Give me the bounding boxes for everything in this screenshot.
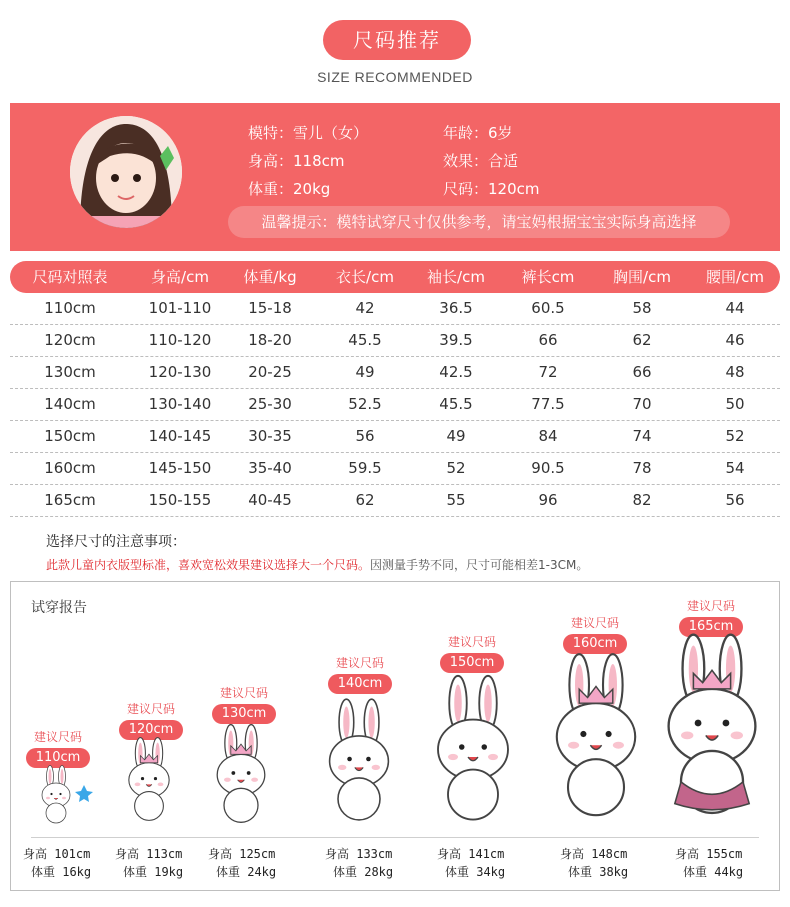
table-cell: 96	[538, 491, 558, 509]
table-cell: 82	[632, 491, 652, 509]
table-cell: 62	[632, 331, 652, 349]
table-cell: 120-130	[148, 363, 212, 381]
table-cell: 145-150	[148, 459, 212, 477]
suggest-label: 建议尺码	[447, 635, 496, 649]
column-header: 身高/cm	[151, 268, 209, 286]
table-cell: 48	[725, 363, 745, 381]
table-cell: 45.5	[348, 331, 382, 349]
star-icon	[75, 785, 93, 802]
table-cell: 60.5	[531, 299, 565, 317]
table-cell: 44	[725, 299, 745, 317]
notes-gray-text: 因测量手势不同，尺寸可能相差1-3CM。	[370, 558, 589, 572]
report-stats	[675, 845, 743, 881]
table-cell: 40-45	[248, 491, 292, 509]
table-cell: 101-110	[148, 299, 212, 317]
table-row	[10, 356, 780, 389]
size-pill: 110cm	[26, 748, 90, 768]
stat-height: 身高 133cm	[325, 847, 393, 861]
table-cell: 130cm	[44, 363, 96, 381]
size-pill: 130cm	[212, 704, 276, 724]
size-pill: 120cm	[119, 720, 183, 740]
model-effect: 效果：合适	[443, 152, 519, 170]
table-cell: 42.5	[439, 363, 473, 381]
bunny-icon	[669, 635, 756, 813]
table-cell: 120cm	[44, 331, 96, 349]
table-cell: 56	[355, 427, 375, 445]
column-header: 胸围/cm	[613, 268, 671, 286]
table-row	[10, 292, 780, 325]
page-title: 尺码推荐	[323, 20, 471, 60]
bunny-illustrations	[11, 582, 779, 842]
model-height: 身高：118cm	[248, 152, 345, 170]
table-cell: 110cm	[44, 299, 96, 317]
table-cell: 30-35	[248, 427, 292, 445]
model-banner	[10, 103, 780, 251]
table-row	[10, 484, 780, 517]
model-size: 尺码：120cm	[443, 180, 540, 198]
size-pill: 160cm	[563, 634, 627, 654]
column-header: 裤长cm	[521, 268, 575, 286]
table-cell: 46	[725, 331, 745, 349]
size-table-header	[10, 261, 780, 293]
size-pill: 165cm	[679, 617, 743, 637]
table-cell: 150cm	[44, 427, 96, 445]
table-cell: 42	[355, 299, 375, 317]
table-cell: 110-120	[148, 331, 212, 349]
table-cell: 52	[725, 427, 745, 445]
report-stats	[208, 845, 276, 881]
table-cell: 25-30	[248, 395, 292, 413]
stat-height: 身高 113cm	[115, 847, 183, 861]
table-cell: 150-155	[148, 491, 212, 509]
suggest-label: 建议尺码	[219, 686, 268, 700]
suggest-label: 建议尺码	[686, 599, 735, 613]
table-cell: 59.5	[348, 459, 382, 477]
notes-red-text: 此款儿童内衣版型标准，喜欢宽松效果建议选择大一个尺码。	[46, 558, 371, 572]
table-cell: 52	[446, 459, 466, 477]
table-cell: 58	[632, 299, 652, 317]
stat-weight: 体重 19kg	[123, 865, 184, 879]
table-cell: 49	[355, 363, 375, 381]
bunny-icon	[42, 766, 70, 824]
table-cell: 56	[725, 491, 745, 509]
size-pill: 150cm	[440, 653, 504, 673]
table-cell: 130-140	[148, 395, 212, 413]
suggest-label: 建议尺码	[126, 702, 175, 716]
model-avatar	[70, 116, 182, 228]
report-stats	[560, 845, 628, 881]
stat-height: 身高 148cm	[560, 847, 628, 861]
stat-height: 身高 141cm	[437, 847, 505, 861]
table-cell: 165cm	[44, 491, 96, 509]
table-cell: 140-145	[148, 427, 212, 445]
stat-weight: 体重 24kg	[216, 865, 277, 879]
table-cell: 78	[632, 459, 652, 477]
table-cell: 55	[446, 491, 466, 509]
table-row	[10, 420, 780, 453]
table-cell: 20-25	[248, 363, 292, 381]
table-cell: 84	[538, 427, 558, 445]
table-cell: 62	[355, 491, 375, 509]
stat-weight: 体重 28kg	[333, 865, 394, 879]
suggest-label: 建议尺码	[335, 656, 384, 670]
table-cell: 70	[632, 395, 652, 413]
table-cell: 35-40	[248, 459, 292, 477]
table-cell: 39.5	[439, 331, 473, 349]
stat-height: 身高 155cm	[675, 847, 743, 861]
column-header: 袖长/cm	[427, 268, 485, 286]
size-pill: 140cm	[328, 674, 392, 694]
stat-weight: 体重 44kg	[683, 865, 744, 879]
suggest-label: 建议尺码	[570, 616, 619, 630]
notes-title: 选择尺寸的注意事项：	[46, 534, 186, 550]
table-cell: 66	[632, 363, 652, 381]
fitting-report	[10, 581, 780, 891]
table-row	[10, 452, 780, 485]
model-name: 模特：雪儿（女）	[248, 124, 369, 142]
table-cell: 45.5	[439, 395, 473, 413]
stat-height: 身高 101cm	[23, 847, 91, 861]
stat-weight: 体重 38kg	[568, 865, 629, 879]
column-header: 体重/kg	[243, 268, 297, 286]
table-cell: 74	[632, 427, 652, 445]
table-row	[10, 324, 780, 357]
model-weight: 体重：20kg	[248, 180, 331, 198]
table-cell: 140cm	[44, 395, 96, 413]
table-cell: 160cm	[44, 459, 96, 477]
table-cell: 77.5	[531, 395, 565, 413]
page-subtitle: SIZE RECOMMENDED	[317, 69, 473, 85]
notes-text	[46, 556, 588, 573]
table-cell: 15-18	[248, 299, 292, 317]
report-title: 试穿报告	[31, 600, 87, 616]
stat-height: 身高 125cm	[208, 847, 276, 861]
table-cell: 90.5	[531, 459, 565, 477]
column-header: 腰围/cm	[706, 268, 764, 286]
suggest-label: 建议尺码	[33, 730, 82, 744]
bunny-icon	[438, 676, 508, 820]
stat-weight: 体重 34kg	[445, 865, 506, 879]
report-baseline	[31, 837, 759, 838]
table-cell: 72	[538, 363, 558, 381]
table-row	[10, 388, 780, 421]
model-age: 年龄：6岁	[443, 124, 513, 142]
report-stats	[325, 845, 393, 881]
bunny-icon	[330, 699, 389, 820]
report-stats	[115, 845, 183, 881]
column-header: 衣长/cm	[336, 268, 394, 286]
table-cell: 52.5	[348, 395, 382, 413]
table-cell: 18-20	[248, 331, 292, 349]
table-cell: 50	[725, 395, 745, 413]
report-stats	[23, 845, 91, 881]
stat-weight: 体重 16kg	[31, 865, 92, 879]
model-tip: 温馨提示：模特试穿尺寸仅供参考，请宝妈根据宝宝实际身高选择	[228, 206, 730, 238]
bunny-icon	[129, 738, 169, 821]
table-cell: 49	[446, 427, 466, 445]
table-cell: 66	[538, 331, 558, 349]
bunny-icon	[557, 654, 635, 815]
report-stats	[437, 845, 505, 881]
table-cell: 54	[725, 459, 745, 477]
column-header: 尺码对照表	[32, 268, 108, 286]
bunny-icon	[217, 725, 265, 823]
table-cell: 36.5	[439, 299, 473, 317]
